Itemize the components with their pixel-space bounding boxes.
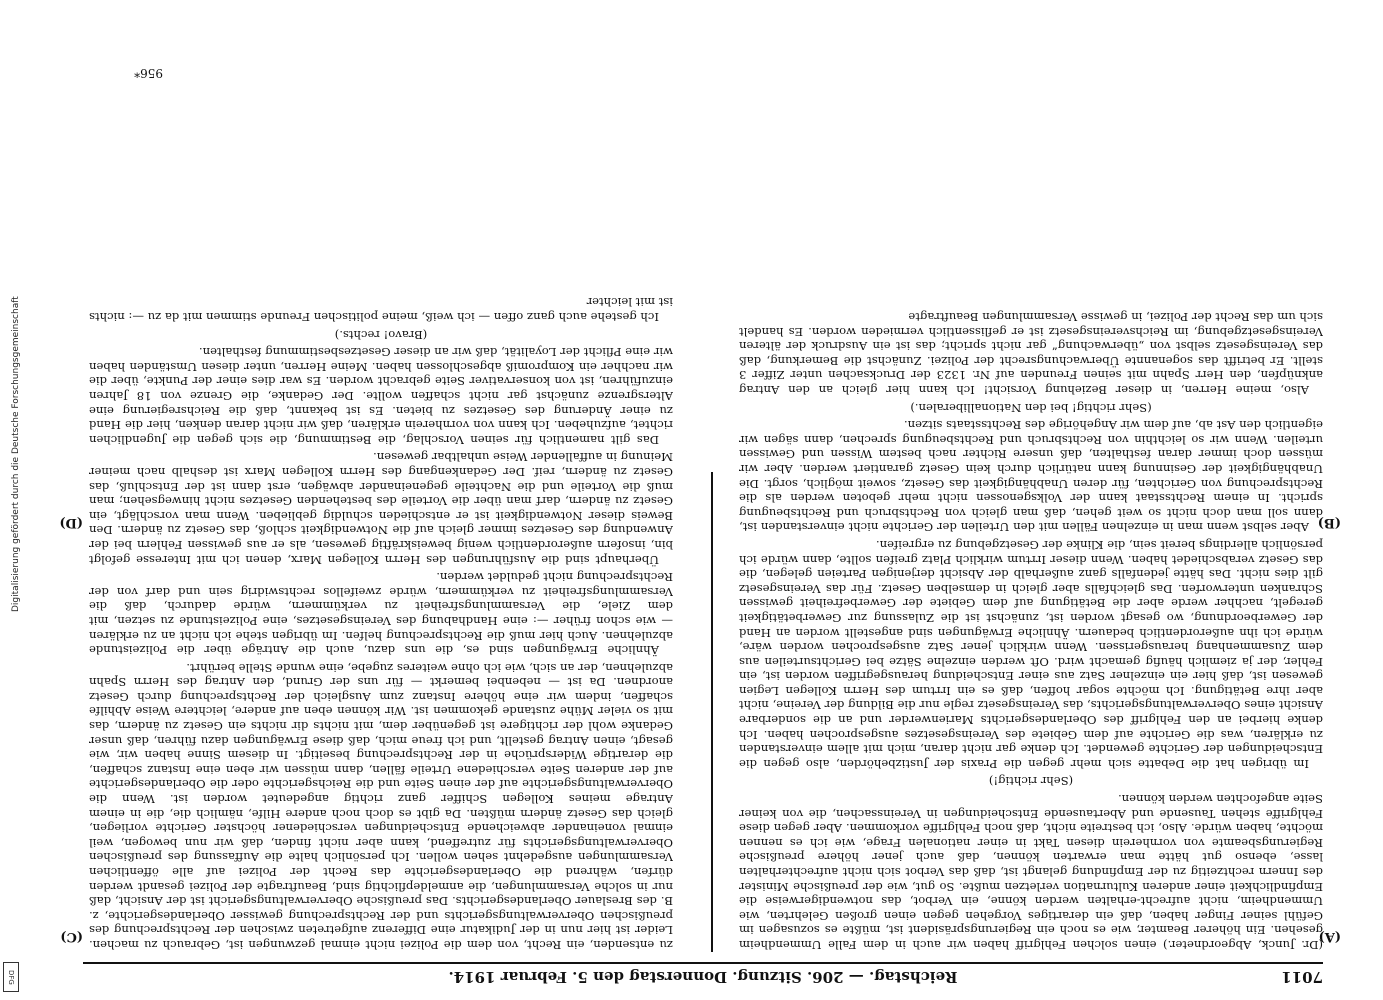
sheet-number: 956* (134, 66, 163, 80)
page-title: Reichstag. — 206. Sitzung. Donnerstag den 5. Februar 1914. (448, 968, 958, 986)
reaction-note: (Sehr richtig! bei den Nationalliberalen.) (910, 400, 1152, 415)
dfg-logo: DFG (3, 962, 19, 992)
paragraph: Ähnliche Erwägungen sind es, die uns dazu, auch die Anträge über die Polizeistunde abzulehnen. Auch hier muß die Rechtsprechung helfen. Im übrigen stehe ich nicht an zu erklären — wie schon früher —: eine Handhabung des Vereinsgesetzes, eine Polizeistunde zu setzen, mit dem Ziele, die Versammlungsfreiheit zu verkümmern, würde dadurch, daß die Versammlungsfreiheit zu verkümmern, würde zweifellos rechtswidrig sein und darf von der Rechtsprechung nicht geduldet werden. (89, 570, 673, 658)
reaction-note: (Bravo! rechts.) (334, 327, 428, 342)
digitization-credit-text: Digitalisierung gefördert durch die Deutsche Forschungsgemeinschaft (11, 296, 21, 612)
digitization-credit-strip (0, 0, 22, 1000)
paragraph: Aber selbst wenn man in einzelnen Fällen mit den Urteilen der Gerichte nicht einverstanden ist, dann soll man doch nicht so weit gehen, daß man gleich von Rechtsbruch und Rechtsbeugung spricht. In einem Rechtsstaat kann der Volksgenossen nicht mehr geboten werden als die Rechtsprechung von Gerichten, für deren Unabhängigkeit das Gesetz, soweit möglich, sorgt. Die Unabhängigkeit der Gesinnung kann natürlich durch kein Gesetz garantiert werden. Aber wir müssen doch immer daran festhalten, daß unsere Richter nach bestem Wissen und Gewissen urteilen. Wenn wir so leichthin von Rechtsbruch und Rechtsbeugung sprechen, dann sägen wir eigentlich den Ast ab, auf dem wir Angehörige des Rechtsstaats sitzen. (739, 418, 1323, 535)
reaction-note: (Sehr richtig!) (988, 774, 1074, 789)
scanned-page (24, 0, 1383, 1000)
margin-marker-d: (D) (59, 515, 83, 530)
paragraph: (Dr. Junck, Abgeordneter.) einen solchen Fehlgriff haben wir auch in dem Falle Ummendheim gesehen. Ein höherer Beamter, wie es noch ein Regierungspräsident ist, müßte es sozusagen im Gefühl seiner Finger haben, daß ein derartiges Vorgehen gegen einen großen Gelehrten, wie Ummendheim, nicht aufrecht-erhalten werden könne, ein Verbot, das notwendigerweise die Empfindlichkeit einer anderen Kulturnation verletzen mußte. So gut, wie der preußische Minister des Innern rechtzeitig zu der Empfindung gelangt ist, daß das Verbot sich nicht aufrechterhalten lasse, ebenso gut hätte man erwarten können, daß auch jener höhere preußische Regierungsbeamte von vornherein diesen Takt in einer nationalen Frage, wie ich es nennen möchte, haben würde. Also, ich bestreite nicht, daß noch Fehlgriffe vorkommen. Aber gegen diese Fehlgriffe stehen Tausende und Abertausende Entscheidungen in Vereinssachen, die von keiner Seite angefochten werden können. (739, 792, 1323, 952)
paragraph: Im übrigen hat die Debatte sich mehr gegen die Praxis der Justizbehörden, also gegen die Entscheidungen der Gerichte gewendet. Ich denke gar nicht daran, mich mit allem einverstanden zu erklären, was die Gerichte auf dem Gebiete des Vereinsgesetzes ausgesprochen haben. Ich denke hierbei an den Fehlgriff des Oberlandesgerichts Marienwerder und an die sonderbare Ansicht eines Oberverwaltungsgerichts, das Vereinsgesetz regle nur die Bildung der Vereine, nicht aber ihre Betätigung. Ich möchte sogar hoffen, daß es ein Irrtum des Herrn Kollegen Legien gewesen ist, daß hier ein einzelner Satz aus einer Entscheidung herausgegriffen worden ist, ein Fehler, der ja ziemlich häufig gemacht wird. Oft werden einzelne Sätze bei Gerichtsurteilen aus dem Zusammenhang herausgerissen. Wenn wirklich jener Satz ausgesprochen worden wäre, würde ich ihn außerordentlich bedauern. Ähnliche Erwägungen sind angestellt worden an Hand der Gewerbeordnung, wo gesagt worden ist, zunächst ist die Zulassung zur Gewerbetätigkeit geregelt, nachher werde aber die Betätigung auf dem Gebiete der Gewerbefreiheit gewissen Schranken unterworfen. Das gleichfalls aber gleich in demselben Gesetz. Für das Vereinsgesetz gilt dies nicht. Das hätte jedenfalls ganz außerhalb der Absicht derjenigen Parteien gelegen, die das Gesetz verabschiedet haben. Wenn dieser Irrtum wirklich Platz greifen sollte, dann würde ich persönlich allerdings bereit sein, die Klinke der Gesetzgebung zu ergreifen. (739, 537, 1323, 771)
paragraph: Das gilt namentlich für seinen Vorschlag, die Bestimmung, die sich gegen die Jugendlichen richtet, aufzuheben. Ich kann von vornherein erklären, daß wir nicht daran denken, hier die Hand zu einer Änderung des Gesetzes zu bieten. Es ist bekannt, daß die Reichsregierung eine Altersgrenze zunächst gar nicht schaffen wollte. Der Gedanke, die Grenze von 18 Jahren einzuführen, ist von konservativer Seite gebracht worden. Es war dies einer der Punkte, über die wir nachher ein Kompromiß abgeschlossen haben. Meine Herren, unter diesen Umständen haben wir eine Pflicht der Loyalität, daß wir an dieser Gesetzesbestimmung festhalten. (89, 345, 673, 447)
margin-marker-c: (C) (60, 929, 83, 944)
left-text-column (739, 92, 1323, 952)
paragraph: Also, meine Herren, in dieser Beziehung Vorsicht! Ich kann hier gleich an den Antrag anknüpfen, den Herr Spahn mit seinen Freunden auf Nr. 1323 der Drucksachen unter Ziffer 3 stellt. Er betrifft das sogenannte Überwachungsrecht der Polizei. Zunächst die Bemerkung, daß das Vereinsgesetz selbst von „überwachung“ gar nicht spricht; das ist ein Ausdruck der älteren Vereinsgesetzgebung, im Reichsvereinsgesetz ist er geflissentlich vermieden worden. Es handelt sich um das Recht der Polizei, in gewisse Versammlungen Beauftragte (739, 310, 1323, 398)
column-divider (711, 472, 713, 952)
paragraph: Überhaupt sind die Ausführungen des Herrn Kollegen Marx, denen ich mit Interesse gefolgt bin, insofern außerordentlich wenig beweiskräftig gewesen, als er aus gewissen Fehlern bei der Anwendung des Gesetzes immer gleich auf die Notwendigkeit schloß, das Gesetz zu ändern. Den Beweis dieser Notwendigkeit ist er entschieden schuldig geblieben. Wenn man vorschlägt, ein Gesetz zu ändern, darf man über die Vorteile des bestehenden Gesetzes nicht hinwegsehen; man muß die Vorteile und die Nachteile gegeneinander abwägen, erst dann ist der Entschluß, das Gesetz zu ändern, reif. Der Gedankengang des Herrn Kollegen Marx ist deshalb nach meiner Meinung in auffallender Weise unhaltbar gewesen. (89, 450, 673, 567)
page-number: 7011 (1281, 968, 1323, 986)
right-text-column (89, 92, 673, 952)
paragraph: zu entsenden, ein Recht, von dem die Polizei nicht einmal gezwungen ist, Gebrauch zu machen. Leider ist hier nun in der Judikatur eine Differenz aufgetreten zwischen der Rechtsprechung des preußischen Oberverwaltungsgerichts und der Rechtsprechung gewisser Oberlandesgerichte, z. B. des Breslauer Oberlandesgerichts. Das preußische Oberverwaltungsgericht ist der Ansicht, daß nur in solche Versammlungen, die anmeldepflichtig sind, Beauftragte der Polizei gesandt werden dürfen, während die Oberlandesgerichte das Recht der Polizei auf alle öffentlichen Versammlungen ausgedehnt sehen wollen. Ich persönlich halte die Auffassung des preußischen Oberverwaltungsgerichts für zutreffend, kann aber nicht finden, daß wir nun bewogen, weil einmal voneinander abweichende Entscheidungen verschiedener höchster Gerichte vorliegen, gleich das Gesetz ändern müßten. Da gibt es doch noch andere Hilfe, nämlich die, die in einem Antrage meines Kollegen Schiffer ganz richtig angedeutet worden ist. Wenn die Oberverwaltungsgerichte auf der einen Seite und die Reichsgerichte oder die Oberlandesgerichte auf der anderen Seite verschiedene Urteile fällen, dann müssen wir eben eine Instanz schaffen, die derartige Widersprüche in der Rechtsprechung beseitigt. In diesem Sinne haben wir, wie gesagt, einen Antrag gestellt, und ich freue mich, daß diese Erwägungen dazu führen, daß unser Gedanke wohl der richtigere ist gegenüber dem, mit nichts dir nichts ein Gesetz zu ändern, das mit so vieler Mühe zustande gekommen ist. Wir können eben auf andere, leichtere Weise Abhilfe schaffen, indem wir eine höhere Instanz zum Ausgleich der Rechtsprechung durch Gesetz anordnen. Da ist — nebenbei bemerkt — für uns der Grund, den Antrag des Herrn Spahn abzulehnen, der an sich, wie ich ohne weiteres zugebe, eine wunde Stelle berührt. (89, 660, 673, 952)
margin-marker-b: (B) (1317, 515, 1341, 530)
margin-marker-a: (A) (1318, 929, 1341, 944)
page-header (83, 962, 1323, 990)
paragraph: Ich gestehe auch ganz offen — ich weiß, meine politischen Freunde stimmen mit da zu —: nichts ist mit leichter (89, 295, 673, 325)
